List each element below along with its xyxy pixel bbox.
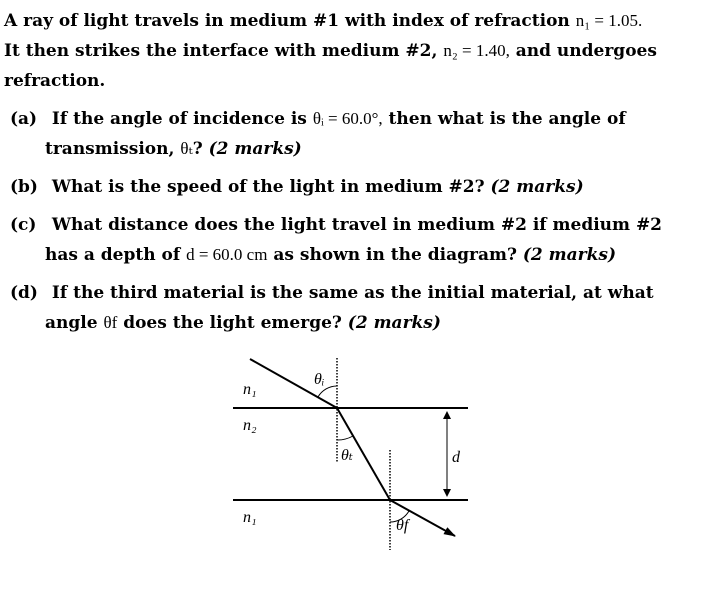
question-b-marks: (2 marks): [490, 177, 584, 197]
question-a-theta-t: θₜ: [180, 139, 193, 158]
question-a-marks: (2 marks): [208, 139, 302, 159]
question-c-label: (c): [10, 215, 37, 235]
label-theta-f: θf: [396, 517, 409, 534]
n2-value: n₂ = 1.40,: [443, 41, 510, 60]
question-a-text-2: then what is the angle of: [388, 109, 626, 129]
label-depth-d: d: [452, 449, 460, 466]
question-a-label: (a): [10, 109, 38, 129]
intro-text-1: A ray of light travels in medium #1 with index of refraction: [4, 11, 570, 31]
n1-value: n₁ = 1.05.: [575, 11, 643, 30]
label-n1-bottom: n₁: [243, 509, 257, 526]
label-theta-i: θᵢ: [314, 371, 325, 388]
question-b-label: (b): [10, 177, 38, 197]
question-c-marks: (2 marks): [522, 245, 616, 265]
intro-text-3: refraction.: [4, 71, 106, 91]
question-d-marks: (2 marks): [347, 313, 441, 333]
label-n2: n₂: [243, 417, 257, 434]
question-c-depth: d = 60.0 cm: [186, 245, 268, 264]
label-theta-t: θₜ: [341, 447, 353, 464]
intro-text-2b: and undergoes: [515, 41, 657, 61]
question-d-label: (d): [10, 283, 38, 303]
question-a-question-mark: ?: [192, 139, 203, 159]
label-n1-top: n₁: [243, 381, 257, 398]
intro-text-2a: It then strikes the interface with medium #2,: [4, 41, 438, 61]
question-a-text-3: transmission,: [45, 139, 175, 159]
question-b-text: What is the speed of the light in medium #2?: [51, 177, 485, 197]
question-d-text-2a: angle: [45, 313, 98, 333]
question-d-text-2b: does the light emerge?: [123, 313, 342, 333]
question-d-theta-f: θf: [103, 313, 118, 332]
question-c-text-2a: has a depth of: [45, 245, 181, 265]
theta-t-arc: [337, 436, 353, 440]
question-a-text-1: If the angle of incidence is: [51, 109, 307, 129]
question-c-text-2b: as shown in the diagram?: [273, 245, 517, 265]
question-c-text-1: What distance does the light travel in medium #2 if medium #2: [51, 215, 663, 235]
question-a-incidence-angle: θᵢ = 60.0°,: [312, 109, 383, 128]
question-d-text-1: If the third material is the same as the initial material, at what: [51, 283, 654, 303]
